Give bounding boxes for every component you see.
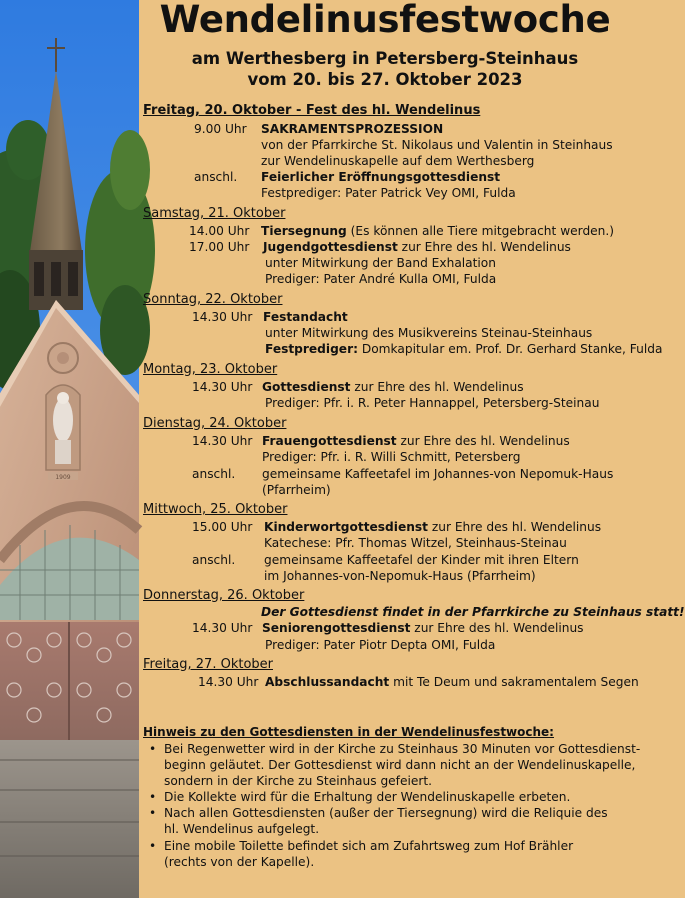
notes-heading: Hinweis zu den Gottesdiensten in der Wendelinusfestwoche: (143, 725, 554, 739)
page-title: Wendelinusfestwoche (159, 0, 611, 41)
note-text: sondern in der Kirche zu Steinhaus gefeiert. (164, 774, 433, 788)
day-heading-fri-27: Freitag, 27. Oktober (143, 657, 273, 672)
plaque-year: 1909 (55, 474, 71, 481)
time: 9.00 Uhr (194, 122, 247, 136)
event-line (265, 674, 639, 690)
event-line (261, 223, 614, 239)
time: anschl. (192, 553, 236, 567)
event-title: Seniorengottesdienst (262, 621, 411, 635)
event-detail: Prediger: Pater Piotr Depta OMI, Fulda (265, 638, 496, 652)
time: 14.30 Uhr (192, 380, 253, 394)
event-detail: Prediger: Pfr. i. R. Willi Schmitt, Petersberg (262, 450, 521, 464)
event-detail: zur Ehre des hl. Wendelinus (350, 380, 524, 394)
event-title: Feierlicher Eröffnungsgottesdienst (261, 170, 501, 184)
day-heading-fri-20: Freitag, 20. Oktober - Fest des hl. Wendelinus (143, 103, 481, 118)
event-title: Tiersegnung (261, 224, 347, 238)
event-title: Jugendgottesdienst (263, 240, 398, 254)
event-detail: gemeinsame Kaffeetafel der Kinder mit ihren Eltern (264, 553, 579, 567)
event-detail: mit Te Deum und sakramentalem Segen (389, 675, 639, 689)
day-heading-wed-25: Mittwoch, 25. Oktober (143, 502, 288, 517)
note-text: Nach allen Gottesdiensten (außer der Tiersegnung) wird die Reliquie des (164, 806, 608, 820)
event-line (264, 519, 601, 535)
event-detail: unter Mitwirkung des Musikvereins Steinau-Steinhaus (265, 326, 593, 340)
subtitle-dates: vom 20. bis 27. Oktober 2023 (247, 70, 523, 89)
day-heading-mon-23: Montag, 23. Oktober (143, 362, 278, 377)
day-heading-sat-21: Samstag, 21. Oktober (143, 206, 286, 221)
event-detail: zur Ehre des hl. Wendelinus (397, 240, 571, 254)
event-line (262, 433, 570, 449)
event-detail: Katechese: Pfr. Thomas Witzel, Steinhaus-Steinau (264, 536, 567, 550)
event-title: Festprediger: (265, 342, 358, 356)
location-notice: Der Gottesdienst findet in der Pfarrkirche zu Steinhaus statt! (261, 605, 685, 619)
note-text: (rechts von der Kapelle). (164, 855, 315, 869)
time: 14.30 Uhr (192, 434, 253, 448)
chapel-photo (0, 0, 139, 898)
event-detail: im Johannes-von-Nepomuk-Haus (Pfarrheim) (264, 569, 536, 583)
bullet-icon: • (149, 839, 157, 853)
event-detail: unter Mitwirkung der Band Exhalation (265, 256, 496, 270)
event-line (262, 379, 524, 395)
time: 14.30 Uhr (198, 675, 259, 689)
bullet-icon: • (149, 790, 157, 804)
event-title: Kinderwortgottesdienst (264, 520, 428, 534)
event-line (262, 620, 584, 636)
event-detail: (Es können alle Tiere mitgebracht werden.) (346, 224, 615, 238)
event-title: SAKRAMENTSPROZESSION (261, 122, 444, 136)
event-detail: Prediger: Pfr. i. R. Peter Hannappel, Petersberg-Steinau (265, 396, 600, 410)
event-line (263, 239, 571, 255)
time: 14.30 Uhr (192, 310, 253, 324)
event-detail: Prediger: Pater André Kulla OMI, Fulda (265, 272, 497, 286)
event-detail: zur Ehre des hl. Wendelinus (410, 621, 584, 635)
bullet-icon: • (149, 742, 157, 756)
event-detail: Domkapitular em. Prof. Dr. Gerhard Stanke, Fulda (357, 342, 663, 356)
event-line (265, 341, 662, 357)
note-text: beginn geläutet. Der Gottesdienst wird dann nicht an der Wendelinuskapelle, (164, 758, 636, 772)
day-heading-tue-24: Dienstag, 24. Oktober (143, 416, 287, 431)
time: 15.00 Uhr (192, 520, 253, 534)
event-title: Frauengottesdienst (262, 434, 397, 448)
note-text: Eine mobile Toilette befindet sich am Zufahrtsweg zum Hof Brähler (164, 839, 574, 853)
time: 14.30 Uhr (192, 621, 253, 635)
note-text: Die Kollekte wird für die Erhaltung der Wendelinuskapelle erbeten. (164, 790, 571, 804)
event-detail: zur Ehre des hl. Wendelinus (427, 520, 602, 534)
time: 17.00 Uhr (189, 240, 250, 254)
bullet-icon: • (149, 806, 157, 820)
note-text: hl. Wendelinus aufgelegt. (164, 822, 320, 836)
event-title: Gottesdienst (262, 380, 351, 394)
time: 14.00 Uhr (189, 224, 250, 238)
event-detail: von der Pfarrkirche St. Nikolaus und Valentin in Steinhaus (261, 138, 613, 152)
event-detail: (Pfarrheim) (262, 483, 331, 497)
time: anschl. (192, 467, 236, 481)
event-title: Festandacht (263, 310, 348, 324)
event-title: Abschlussandacht (265, 675, 390, 689)
statue (53, 398, 73, 442)
program-panel (139, 0, 685, 898)
event-detail: gemeinsame Kaffeetafel im Johannes-von Nepomuk-Haus (262, 467, 614, 481)
day-heading-sun-22: Sonntag, 22. Oktober (143, 292, 283, 307)
event-detail: zur Wendelinuskapelle auf dem Werthesberg (261, 154, 535, 168)
note-text: Bei Regenwetter wird in der Kirche zu Steinhaus 30 Minuten vor Gottesdienst- (164, 742, 641, 756)
day-heading-thu-26: Donnerstag, 26. Oktober (143, 588, 305, 603)
subtitle-location: am Werthesberg in Petersberg-Steinhaus (191, 49, 579, 68)
time: anschl. (194, 170, 238, 184)
event-detail: Festprediger: Pater Patrick Vey OMI, Fulda (261, 186, 516, 200)
event-detail: zur Ehre des hl. Wendelinus (396, 434, 570, 448)
stone-steps (0, 740, 139, 898)
